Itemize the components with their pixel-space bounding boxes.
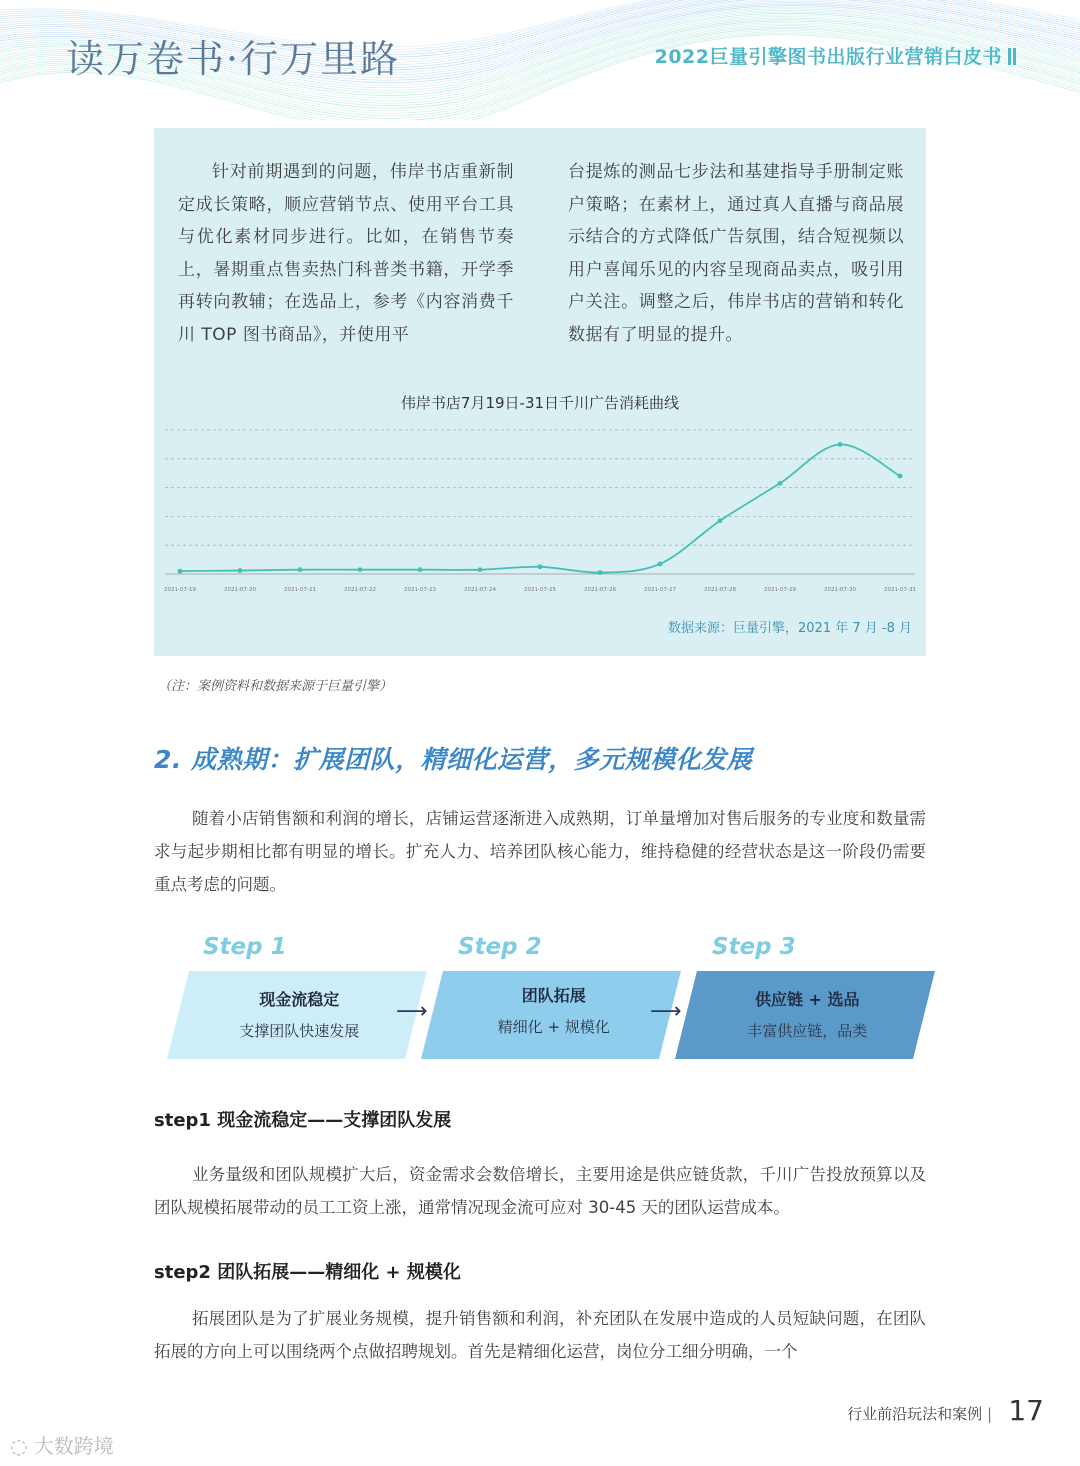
report-title: 2022巨量引擎图书出版行业营销白皮书 — [655, 42, 1016, 69]
data-point — [658, 562, 663, 567]
x-tick-label: 2021-07-27 — [644, 587, 676, 593]
step-3-box — [675, 971, 935, 1059]
data-point — [358, 567, 363, 572]
x-tick-label: 2021-07-31 — [884, 587, 916, 593]
x-tick-label: 2021-07-22 — [344, 587, 376, 593]
step-2-title: 团队拓展 — [521, 986, 586, 1005]
step-1-label: Step 1 — [203, 934, 287, 960]
data-point — [478, 567, 483, 572]
section-title: 2. 成熟期：扩展团队，精细化运营，多元规模化发展 — [154, 745, 753, 774]
data-point — [778, 481, 783, 486]
data-source: 数据来源：巨量引擎，2021 年 7 月 -8 月 — [668, 621, 912, 636]
data-point — [718, 518, 723, 523]
step2-heading: step2 团队拓展——精细化 + 规模化 — [154, 1262, 461, 1283]
data-point — [538, 564, 543, 569]
step1-heading: step1 现金流稳定——支撑团队发展 — [154, 1110, 452, 1131]
step-1-box — [167, 971, 427, 1059]
x-tick-label: 2021-07-26 — [584, 587, 616, 593]
data-point — [238, 568, 243, 573]
step-3-label: Step 3 — [712, 934, 796, 960]
section-intro-paragraph: 随着小店销售额和利润的增长，店铺运营逐渐进入成熟期，订单量增加对售后服务的专业度和数量需求与起步期相比都有明显的增长。扩充人力、培养团队核心能力，维持稳健的经营状态是这一阶段仍需要重点考虑的问题。 — [154, 809, 926, 894]
x-tick-label: 2021-07-23 — [404, 587, 436, 593]
step-2-box — [421, 971, 681, 1059]
watermark-logo: ◌ 大数跨境 — [10, 1434, 114, 1458]
header-slogan: 读万卷书·行万里路 — [66, 37, 401, 81]
x-tick-label: 2021-07-20 — [224, 587, 256, 593]
case-note: （注：案例资料和数据来源于巨量引擎） — [158, 679, 393, 694]
data-point — [898, 474, 903, 479]
data-point — [178, 569, 183, 574]
watermark-icon: ◌ — [10, 1434, 28, 1458]
chart-title: 伟岸书店7月19日-31日千川广告消耗曲线 — [400, 394, 680, 412]
arrow-right-icon: ⟶ — [396, 999, 428, 1024]
x-tick-label: 2021-07-29 — [764, 587, 796, 593]
series-line — [180, 444, 900, 572]
data-point — [298, 567, 303, 572]
step-3-title: 供应链 + 选品 — [754, 990, 860, 1009]
data-point — [598, 570, 603, 575]
case-text-left: 针对前期遇到的问题，伟岸书店重新制定成长策略，顺应营销节点、使用平台工具与优化素材同步进行。比如，在销售节奏上，暑期重点售卖热门科普类书籍，开学季再转向教辅；在选品上，参考《内容消费千川 TOP 图书商品》，并使用平 — [178, 162, 514, 345]
step-1-subtitle: 支撑团队快速发展 — [239, 1022, 360, 1040]
step1-paragraph: 业务量级和团队规模扩大后，资金需求会数倍增长，主要用途是供应链货款，千川广告投放预算以及团队规模拓展带动的员工工资上涨，通常情况现金流可应对 30-45 天的团队运营成本。 — [154, 1165, 926, 1217]
step-3-subtitle: 丰富供应链，品类 — [747, 1022, 868, 1040]
x-tick-label: 2021-07-19 — [164, 587, 196, 593]
step-2-subtitle: 精细化 + 规模化 — [497, 1018, 610, 1036]
x-tick-label: 2021-07-30 — [824, 587, 856, 593]
ad-spend-line-chart — [160, 418, 920, 604]
x-tick-label: 2021-07-24 — [464, 587, 496, 593]
arrow-right-icon: ⟶ — [650, 999, 682, 1024]
x-tick-label: 2021-07-25 — [524, 587, 556, 593]
step-1-title: 现金流稳定 — [259, 990, 340, 1009]
case-text-right: 台提炼的测品七步法和基建指导手册制定账户策略；在素材上，通过真人直播与商品展示结合的方式降低广告氛围，结合短视频以用户喜闻乐见的内容呈现商品卖点，吸引用户关注。调整之后，伟岸书店的营销和转化数据有了明显的提升。 — [568, 162, 904, 345]
x-tick-label: 2021-07-28 — [704, 587, 736, 593]
x-tick-label: 2021-07-21 — [284, 587, 316, 593]
footer-section-name: 行业前沿玩法和案例 | — [847, 1405, 992, 1423]
step-2-label: Step 2 — [458, 934, 542, 960]
title-bars-icon — [1006, 46, 1016, 68]
step2-paragraph: 拓展团队是为了扩展业务规模，提升销售额和利润，补充团队在发展中造成的人员短缺问题，在团队拓展的方向上可以围绕两个点做招聘规划。首先是精细化运营，岗位分工细分明确，一个 — [154, 1309, 926, 1361]
data-point — [838, 442, 843, 447]
data-point — [418, 567, 423, 572]
page-number: 17 — [1008, 1394, 1044, 1427]
